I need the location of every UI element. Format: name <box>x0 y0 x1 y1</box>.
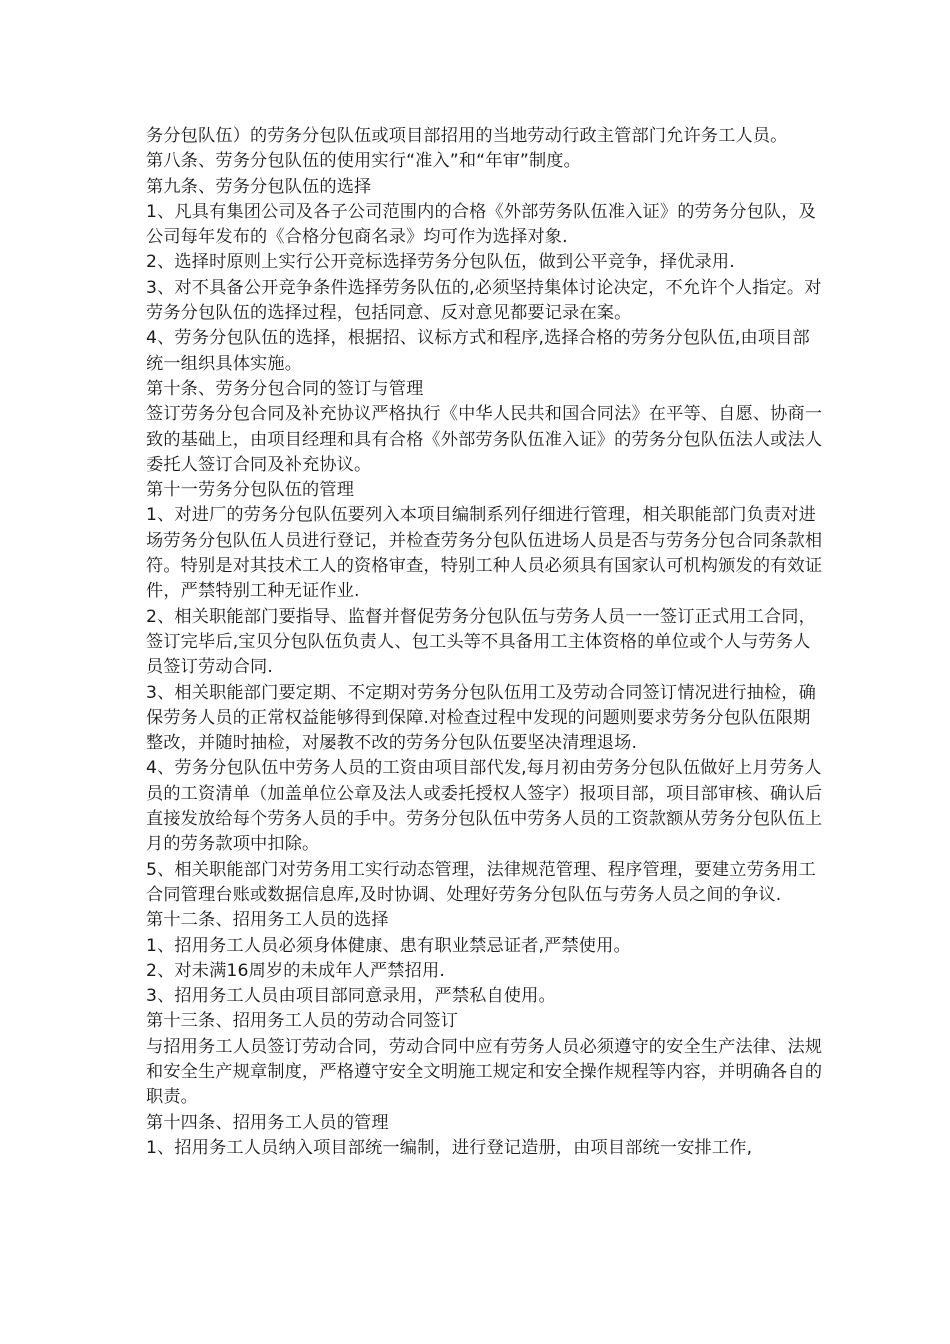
article-11-item-2: 2、相关职能部门要指导、监督并督促劳务分包队伍与劳务人员一一签订正式用工合同，签订完毕后,宝贝分包队伍负责人、包工头等不具备用工主体资格的单位或个人与劳务人员签订劳动合同. <box>146 606 816 678</box>
article-12-item-2: 2、对未满16周岁的未成年人严禁招用. <box>146 960 445 981</box>
article-13-body: 与招用务工人员签订劳动合同，劳动合同中应有劳务人员必须遵守的安全生产法律、法规和安全生产规章制度，严格遵守安全文明施工规定和安全操作规程等内容，并明确各自的职责。 <box>146 1036 823 1108</box>
article-14-item-1: 1、招用务工人员纳入项目部统一编制，进行登记造册，由项目部统一安排工作, <box>146 1137 753 1158</box>
article-9-item-1: 1、凡具有集团公司及各子公司范围内的合格《外部劳务队伍准入证》的劳务分包队，及公司每年发布的《合格分包商名录》均可作为选择对象. <box>146 201 816 248</box>
article-13-heading: 第十三条、招用务工人员的劳动合同签订 <box>146 1011 459 1032</box>
document-body <box>146 124 826 1161</box>
article-9-item-2: 2、选择时原则上实行公开竞标选择劳务分包队伍，做到公平竞争，择优录用. <box>146 252 735 273</box>
article-9-item-4: 4、劳务分包队伍的选择，根据招、议标方式和程序,选择合格的劳务分包队伍,由项目部统一组织具体实施。 <box>146 328 810 374</box>
article-9-item-3: 3、对不具备公开竞争条件选择劳务队伍的,必须坚持集体讨论决定，不允许个人指定。对劳务分包队伍的选择过程，包括同意、反对意见都要记录在案。 <box>146 277 822 324</box>
article-10-body: 签订劳务分包合同及补充协议严格执行《中华人民共和国合同法》在平等、自愿、协商一致的基础上，由项目经理和具有合格《外部劳务队伍准入证》的劳务分包队伍法人或法人委托人签订合同及补充协议。 <box>146 404 823 475</box>
article-12-item-1: 1、招用务工人员必须身体健康、患有职业禁忌证者,严禁使用。 <box>146 935 631 956</box>
article-8-heading: 第八条、劳务分包队伍的使用实行“准入”和“年审”制度。 <box>146 151 581 172</box>
article-9-heading: 第九条、劳务分包队伍的选择 <box>146 176 372 197</box>
article-10-heading: 第十条、劳务分包合同的签订与管理 <box>146 378 424 399</box>
article-11-heading: 第十一劳务分包队伍的管理 <box>146 480 355 501</box>
article-11-item-4: 4、劳务分包队伍中劳务人员的工资由项目部代发,每月初由劳务分包队伍做好上月劳务人员的工资清单（加盖单位公章及法人或委托授权人签字）报项目部，项目部审核、确认后直接发放给每个劳务人员的手中。劳务分包队伍中劳务人员的工资款额从劳务分包队伍上月的劳务款项中扣除。 <box>146 758 823 855</box>
article-11-item-3: 3、相关职能部门要定期、不定期对劳务分包队伍用工及劳动合同签订情况进行抽检，确保劳务人员的正常权益能够得到保障.对检查过程中发现的问题则要求劳务分包队伍限期整改，并随时抽检，对屡教不改的劳务分包队伍要坚决清理退场. <box>146 682 816 754</box>
article-12-item-3: 3、招用务工人员由项目部同意录用，严禁私自使用。 <box>146 986 556 1007</box>
article-12-heading: 第十二条、招用务工人员的选择 <box>146 910 389 931</box>
article-14-heading: 第十四条、招用务工人员的管理 <box>146 1112 389 1133</box>
article-11-item-1: 1、对进厂的劳务分包队伍要列入本项目编制系列仔细进行管理，相关职能部门负责对进场劳务分包队伍人员进行登记，并检查劳务分包队伍进场人员是否与劳务分包合同条款相符。特别是对其技术工人的资格审查，特别工种人员必须具有国家认可机构颁发的有效证件，严禁特别工种无证作业. <box>146 505 823 602</box>
article-11-item-5: 5、相关职能部门对劳务用工实行动态管理，法律规范管理、程序管理，要建立劳务用工合同管理台账或数据信息库,及时协调、处理好劳务分包队伍与劳务人员之间的争议. <box>146 859 816 905</box>
paragraph-continuation: 务分包队伍）的劳务分包队伍或项目部招用的当地劳动行政主管部门允许务工人员。 <box>146 126 788 146</box>
